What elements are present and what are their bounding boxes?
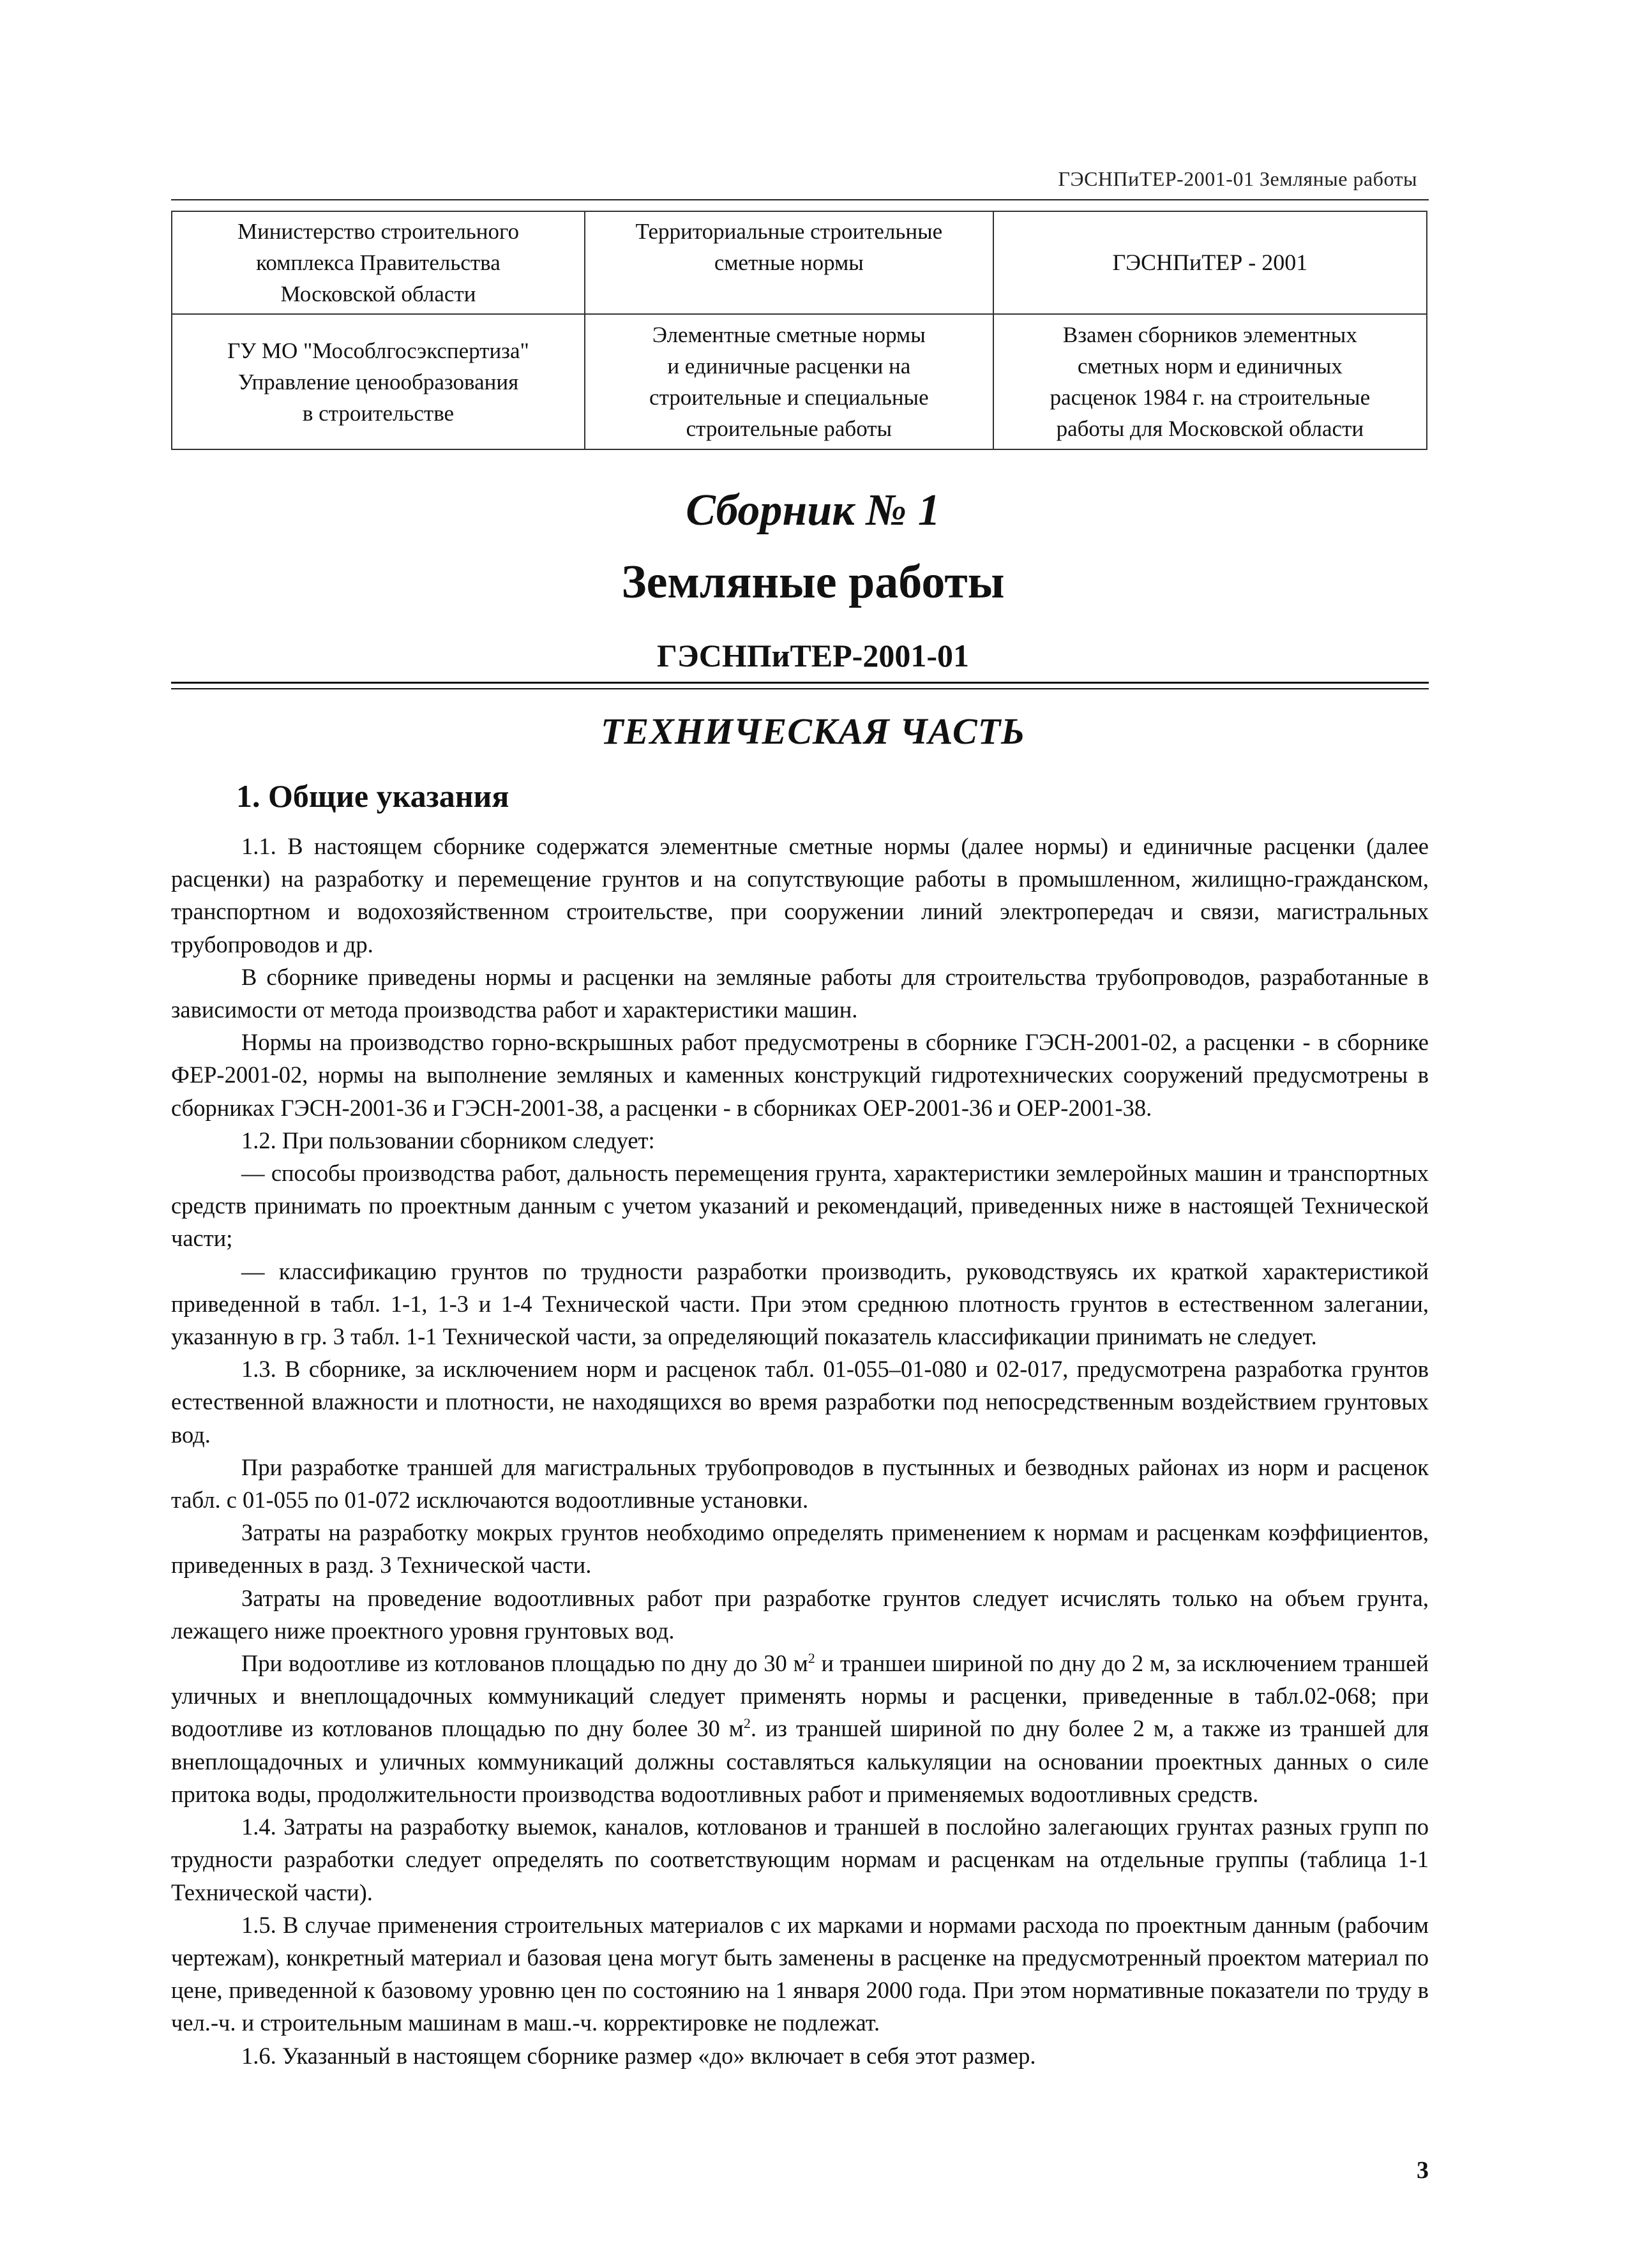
paragraph-part: и траншеи шириной по дну до 2 м, за исключением траншей уличных и внеплощадочных коммуникаций следует применять нормы и расценки, приведенные в табл.02-068; при водоотливе из котлованов площадью по дну более 30 м [171, 1650, 1429, 1742]
paragraph: Нормы на производство горно-вскрышных работ предусмотрены в сборнике ГЭСН-2001-02, а расценки - в сборнике ФЕР-2001-02, нормы на выполнение земляных и каменных конструкций гидротехнических сооружений предусмотрены в сборниках ГЭСН-2001-36 и ГЭСН-2001-38, а расценки - в сборниках ОЕР-2001-36 и ОЕР-2001-38. [171, 1029, 1429, 1121]
replaces-line: работы для Московской области [1056, 416, 1364, 441]
code-cell: ГЭСНПиТЕР - 2001 [993, 211, 1427, 314]
paragraph: 1.2. При пользовании сборником следует: [241, 1127, 655, 1153]
paragraph: — способы производства работ, дальность перемещения грунта, характеристики землеройных машин и транспортных средств принимать по проектным данным с учетом указаний и рекомендаций, приведенных ниже в настоящей Технической части; [171, 1160, 1429, 1252]
norms-type-line: сметные нормы [714, 250, 864, 275]
collection-number: Сборник № 1 [686, 486, 940, 535]
paragraph-part: При водоотливе из котлованов площадью по дну до 30 м [241, 1650, 808, 1677]
org-bottom-line: в строительстве [302, 400, 455, 426]
header-rule [171, 199, 1429, 200]
collection-code: ГЭСНПиТЕР-2001-01 [657, 638, 969, 673]
norms-desc-line: Элементные сметные нормы [652, 322, 926, 347]
org-bottom-line: ГУ МО "Мособлгосэкспертиза" [227, 338, 529, 363]
page-number: 3 [1417, 2157, 1429, 2184]
paragraph: 1.1. В настоящем сборнике содержатся элементные сметные нормы (далее нормы) и единичные расценки (далее расценки) на разработку и перемещение грунтов и на сопутствующие работы в промышленном, жилищно-гражданском, транспортном и водохозяйственном строительстве, при сооружении линий электропередач и связи, магистральных трубопроводов и др. [171, 833, 1429, 958]
body-text [171, 830, 1429, 2072]
paragraph: 1.4. Затраты на разработку выемок, каналов, котлованов и траншей в послойно залегающих грунтах разных групп по трудности разработки следует определять по соответствующим нормам и расценкам на отдельные группы (таблица 1-1 Технической части). [171, 1814, 1429, 1905]
norms-desc-line: и единичные расценки на [667, 354, 911, 379]
collection-title: Земляные работы [621, 556, 1005, 608]
paragraph: — классификацию грунтов по трудности разработки производить, руководствуясь их краткой характеристикой приведенной в табл. 1-1, 1-3 и 1-4 Технической части. При этом среднюю плотность грунтов в естественном залегании, указанную в гр. 3 табл. 1-1 Технической части, за определяющий показатель классификации принимать не следует. [171, 1258, 1429, 1350]
org-top-line: Министерство строительного [237, 219, 519, 244]
replaces-cell [993, 314, 1427, 449]
paragraph: 1.6. Указанный в настоящем сборнике размер «до» включает в себя этот размер. [241, 2042, 1036, 2069]
superscript: 2 [808, 1649, 815, 1666]
replaces-line: Взамен сборников элементных [1062, 322, 1357, 347]
org-bottom-line: Управление ценообразования [237, 369, 519, 394]
norms-desc-line: строительные работы [686, 416, 892, 441]
replaces-line: сметных норм и единичных [1077, 354, 1343, 379]
superscript: 2 [743, 1715, 751, 1732]
org-top-line: комплекса Правительства [256, 250, 501, 275]
paragraph: В сборнике приведены нормы и расценки на земляные работы для строительства трубопроводов, разработанные в зависимости от метода производства работ и характеристики машин. [171, 963, 1429, 1023]
replaces-line: расценок 1984 г. на строительные [1050, 385, 1371, 410]
norms-type-line: Территориальные строительные [635, 219, 943, 244]
paragraph [171, 1647, 1429, 1810]
norms-type-cell [585, 211, 993, 314]
paragraph: Затраты на разработку мокрых грунтов необходимо определять применением к нормам и расценкам коэффициентов, приведенных в разд. 3 Технической части. [171, 1519, 1429, 1579]
paragraph: 1.3. В сборнике, за исключением норм и расценок табл. 01-055–01-080 и 02-017, предусмотрена разработка грунтов естественной влажности и плотности, не находящихся во время разработки под непосредственным воздействием грунтовых вод. [171, 1356, 1429, 1448]
norms-desc-cell [585, 314, 993, 449]
section-heading: 1. Общие указания [236, 778, 509, 814]
title-rule [171, 682, 1429, 684]
technical-part-heading: ТЕХНИЧЕСКАЯ ЧАСТЬ [601, 710, 1025, 752]
header-table [171, 211, 1427, 450]
paragraph: 1.5. В случае применения строительных материалов с их марками и нормами расхода по проектным данным (рабочим чертежам), конкретный материал и базовая цена могут быть заменены в расценке на предусмотренный проектом материал по цене, приведенной к базовому уровню цен по состоянию на 1 января 2000 года. При этом нормативные показатели по труду в чел.-ч. и строительным машинам в маш.-ч. корректировке не подлежат. [171, 1911, 1429, 2036]
paragraph: При разработке траншей для магистральных трубопроводов в пустынных и безводных районах из норм и расценок табл. с 01-055 по 01-072 исключаются водоотливные установки. [171, 1453, 1429, 1513]
norms-desc-line: строительные и специальные [649, 385, 929, 410]
org-top-line: Московской области [280, 282, 476, 306]
running-head: ГЭСНПиТЕР-2001-01 Земляные работы [1058, 167, 1417, 190]
title-rule-thin [171, 688, 1429, 689]
org-bottom-cell [172, 314, 585, 449]
paragraph: Затраты на проведение водоотливных работ при разработке грунтов следует исчислять только на объем грунта, лежащего ниже проектного уровня грунтовых вод. [171, 1584, 1429, 1644]
paragraph-part: . из траншей шириной по дну более 2 м, а также из траншей для внеплощадочных и уличных коммуникаций должны составляться калькуляции на основании проектных данных о силе притока воды, продолжительности производства водоотливных работ и применяемых водоотливных средств. [171, 1715, 1429, 1807]
org-top-cell [172, 211, 585, 314]
